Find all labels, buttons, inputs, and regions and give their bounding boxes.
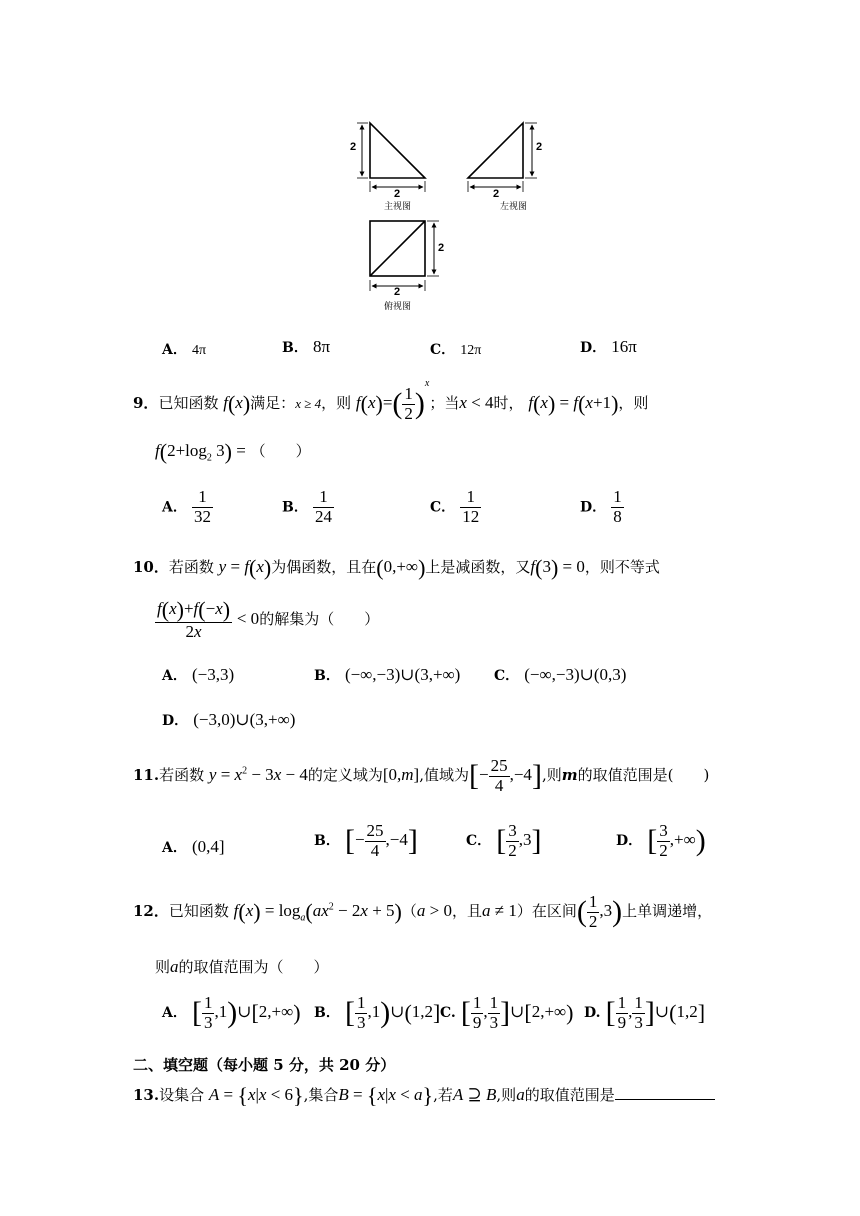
q9-option-c[interactable]: C． $\frac{1}{12}$ [430,487,480,526]
dim-front-width: 2 [394,188,401,200]
answer-blank[interactable] [615,1085,715,1100]
q10-option-b[interactable]: B． (−∞,−3)∪(3,+∞) [314,665,461,684]
question-13: 13.设集合 A = {x|x < 6},集合B = {x|x < a},若A ⊇ B,则a的取值范围是 [133,1083,715,1109]
q11-option-a[interactable]: A． (0,4] [162,837,225,856]
question-10-line-2: $\frac{f(x)+f(-x)}{2x}$ < 0的解集为（ ） [157,597,380,642]
question-12-line-2: 则a的取值范围为（ ） [155,957,329,976]
front-view-label: 主视图 [384,202,412,212]
q8-option-c[interactable]: C． 12π [430,342,482,358]
top-view-label: 俯视图 [384,302,412,312]
q11-option-c[interactable]: C． [ $\frac{3}{2}$ ,3] [466,821,542,860]
question-12-line-1: 12．已知函数 $f(x) = \log_a(ax^2 - 2x + 5)(a > 0$，且a ≠ 1）在区间( $\frac{1}{2}$ ,3)上单调递增， [133,892,713,931]
dim-top-height: 2 [438,242,445,254]
q9-option-d[interactable]: D． $\frac{1}{8}$ [580,487,622,526]
dim-left-width: 2 [493,188,500,200]
question-11: 11.若函数 $y = x^2 - 3x - 4$的定义域为[0,m],值域为[− $\frac{25}{4}$ ,−4],则m的取值范围是( ) [133,756,710,795]
q9-option-b[interactable]: B． $\frac{1}{24}$ [282,487,332,526]
q8-option-b[interactable]: B． 8π [282,337,331,356]
q10-option-a[interactable]: A． (−3,3) [162,665,235,684]
q10-option-c[interactable]: C． (−∞,−3)∪(0,3) [494,665,627,684]
left-view-triangle [468,123,523,178]
dim-front-height: 2 [350,141,357,153]
q9-option-a[interactable]: A． $\frac{1}{32}$ [162,487,211,526]
q11-option-b[interactable]: B． [− $\frac{25}{4}$ ,−4] [314,821,418,860]
dim-top-width: 2 [394,286,401,298]
q10-option-d[interactable]: D． (−3,0)∪(3,+∞) [162,710,296,729]
dim-left-height: 2 [536,141,543,153]
three-view-figure [340,115,560,315]
q11-option-d[interactable]: D． [ $\frac{3}{2}$ ,+∞) [616,821,706,860]
front-view-triangle [370,123,425,178]
q8-option-d[interactable]: D． 16π [580,337,637,356]
q12-option-d[interactable]: D. [ $\frac{1}{9}$ , $\frac{1}{3}$ ]∪(1,2] [584,993,706,1032]
question-10-line-1: 10．若函数 y = f(x)为偶函数，且在(0,+∞)上是减函数，又f(3) = 0，则不等式 [133,555,660,580]
question-9-line-2: $f(2+\log_2$ 3) = （ ） [155,439,311,464]
q12-option-c[interactable]: C. [ $\frac{1}{9}$ , $\frac{1}{3}$ ]∪[2,+∞) [440,993,574,1032]
q12-option-a[interactable]: A． [ $\frac{1}{3}$ ,1)∪[2,+∞) [162,993,301,1032]
q12-option-b[interactable]: B． [ $\frac{1}{3}$ ,1)∪(1,2] [314,993,441,1032]
left-view-label: 左视图 [500,202,528,212]
q8-option-a[interactable]: A． 4π [162,342,207,358]
section-2-heading: 二、填空题（每小题 5 分，共 20 分） [133,1056,396,1074]
question-9-line-1: 9．已知函数 f(x)满足：x ≥ 4，则 f(x)=( $\frac{1}{2}$ )$^x$；当x < 4时， f(x) = f(x+1)，则 [133,378,649,423]
